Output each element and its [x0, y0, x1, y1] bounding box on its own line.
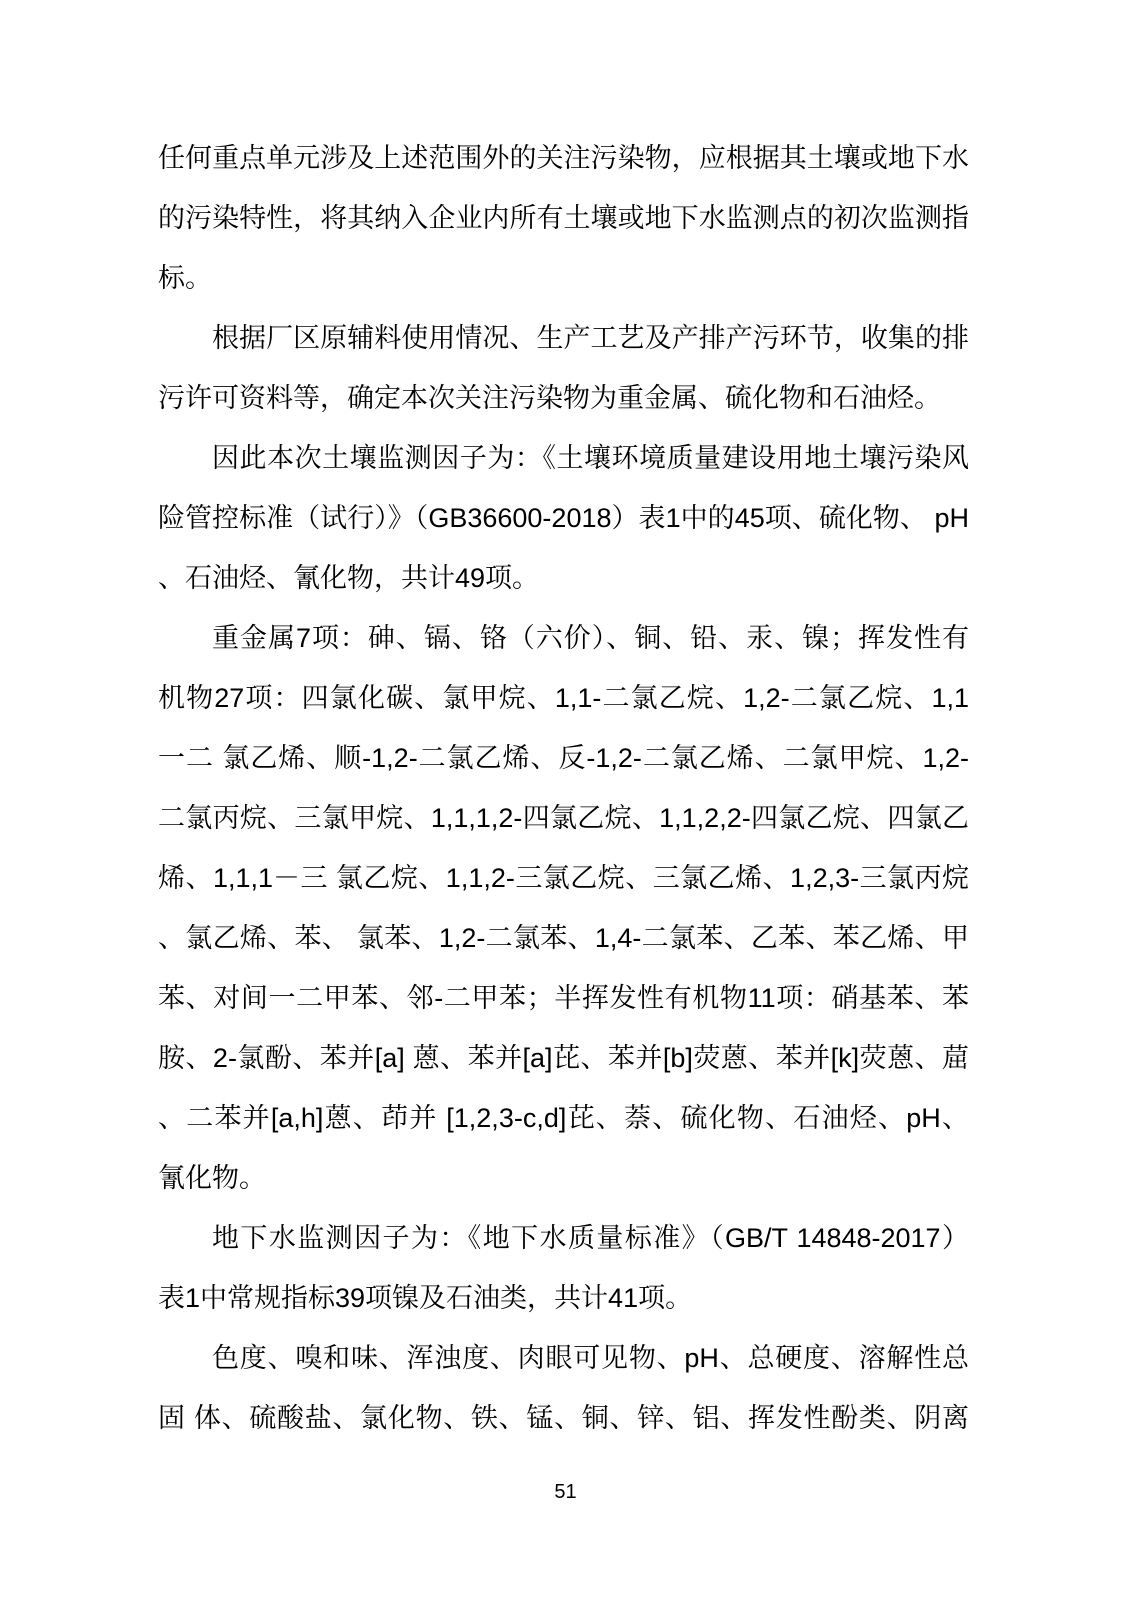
- text-line: 表1中常规指标39项镍及石油类，共计41项。: [158, 1283, 693, 1313]
- text-line: 苯、对间一二甲苯、邻-二甲苯；半挥发性有机物11项：硝基苯、苯: [158, 983, 969, 1013]
- page-number: 51: [554, 1481, 577, 1503]
- text-line: 色度、嗅和味、浑浊度、肉眼可见物、pH、总硬度、溶解性总: [212, 1343, 969, 1373]
- text-line: 一二 氯乙烯、顺-1,2-二氯乙烯、反-1,2-二氯乙烯、二氯甲烷、1,2-: [158, 743, 969, 773]
- text-line: 、氯乙烯、苯、 氯苯、1,2-二氯苯、1,4-二氯苯、乙苯、苯乙烯、甲: [158, 923, 969, 953]
- text-line: 险管控标准（试行）》（GB36600-2018）表1中的45项、硫化物、 pH: [158, 503, 969, 533]
- text-line: 胺、2-氯酚、苯并[a] 蒽、苯并[a]芘、苯并[b]荧蒽、苯并[k]荧蒽、䓛: [158, 1043, 969, 1073]
- text-line: 任何重点单元涉及上述范围外的关注污染物，应根据其土壤或地下水: [158, 143, 969, 173]
- text-line: 地下水监测因子为：《地下水质量标准》（GB/T 14848-2017）: [212, 1223, 969, 1253]
- text-line: 重金属7项：砷、镉、铬（六价）、铜、铅、汞、镍；挥发性有: [212, 623, 969, 653]
- text-line: 标。: [158, 263, 212, 293]
- document-body: [158, 128, 969, 1448]
- text-line: 固 体、硫酸盐、氯化物、铁、锰、铜、锌、铝、挥发性酚类、阴离: [158, 1403, 969, 1433]
- text-line: 根据厂区原辅料使用情况、生产工艺及产排产污环节，收集的排: [212, 323, 969, 353]
- text-line: 氰化物。: [158, 1163, 266, 1193]
- text-line: 、二苯并[a,h]蒽、茚并 [1,2,3-c,d]芘、萘、硫化物、石油烃、pH、: [158, 1103, 969, 1133]
- text-line: 烯、1,1,1－三 氯乙烷、1,1,2-三氯乙烷、三氯乙烯、1,2,3-三氯丙烷: [158, 863, 969, 893]
- text-line: 机物27项：四氯化碳、氯甲烷、1,1-二氯乙烷、1,2-二氯乙烷、1,1: [158, 683, 969, 713]
- text-line: 因此本次土壤监测因子为：《土壤环境质量建设用地土壤污染风: [212, 443, 969, 473]
- text-line: 、石油烃、氰化物，共计49项。: [158, 563, 540, 593]
- text-line: 二氯丙烷、三氯甲烷、1,1,1,2-四氯乙烷、1,1,2,2-四氯乙烷、四氯乙: [158, 803, 969, 833]
- text-line: 污许可资料等，确定本次关注污染物为重金属、硫化物和石油烃。: [158, 383, 941, 413]
- text-line: 的污染特性，将其纳入企业内所有土壤或地下水监测点的初次监测指: [158, 203, 969, 233]
